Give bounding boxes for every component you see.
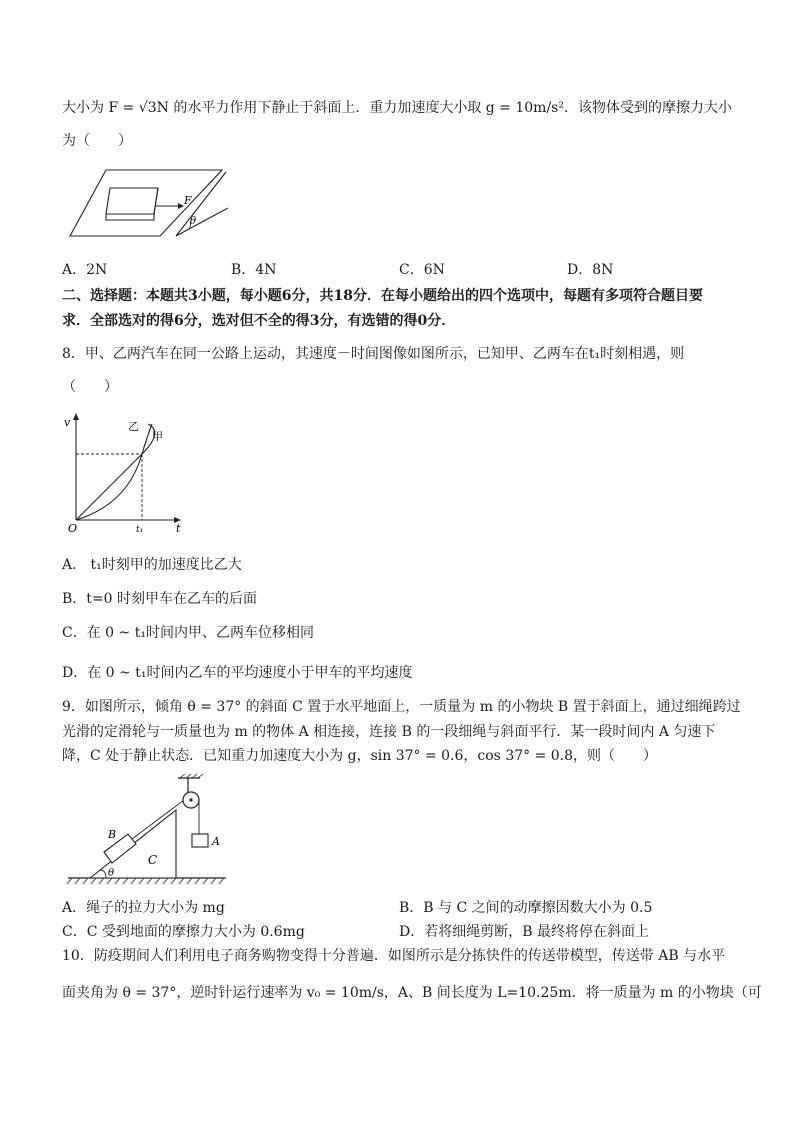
q9-option-a: A．绳子的拉力大小为 mg (62, 900, 225, 916)
q9-option-b: B．B 与 C 之间的动摩擦因数大小为 0.5 (399, 900, 653, 916)
t1-tick-label: t₁ (136, 525, 144, 535)
curve-jia-label: 甲 (152, 430, 163, 443)
q7-text-line-2: 为（ ） (62, 133, 132, 149)
velocity-time-graph (62, 412, 188, 536)
label-theta: θ (108, 868, 115, 879)
incline-pulley-figure (66, 774, 230, 886)
q7-text-line-1: 大小为 F = √3N 的水平力作用下静止于斜面上．重力加速度大小取 g = 10m/s²．该物体受到的摩擦力大小 (62, 100, 732, 116)
label-b: B (108, 828, 117, 841)
q9-option-d: D．若将细绳剪断，B 最终将停在斜面上 (399, 924, 649, 940)
incline-surface (176, 208, 228, 236)
q8-text-line-1: 8．甲、乙两汽车在同一公路上运动，其速度－时间图像如图所示，已知甲、乙两车在t₁时刻相遇，则 (62, 346, 685, 362)
label-a: A (212, 835, 220, 848)
label-c: C (148, 853, 158, 867)
force-label: F (184, 194, 192, 207)
q8-option-b: B．t=0 时刻甲车在乙车的后面 (62, 591, 258, 607)
q9-text-line-2: 光滑的定滑轮与一质量也为 m 的物体 A 相连接，连接 B 的一段细绳与斜面平行．某一段时间内 A 匀速下 (62, 724, 716, 740)
q8-option-d: D．在 0 ~ t₁时间内乙车的平均速度小于甲车的平均速度 (62, 665, 413, 681)
curve-jia (76, 424, 152, 520)
q9-text-line-3: 降，C 处于静止状态．已知重力加速度大小为 g，sin 37° = 0.6，cos 37° = 0.8，则（ ） (62, 748, 658, 764)
origin-label: O (68, 522, 78, 535)
block-top (106, 188, 158, 214)
q9-option-c: C．C 受到地面的摩擦力大小为 0.6mg (62, 924, 305, 940)
q7-option-c: C．6N (399, 262, 445, 278)
q7-option-a: A．2N (62, 262, 108, 278)
block-side (106, 214, 154, 220)
t-axis-label: t (176, 522, 181, 535)
v-axis-arrow (73, 413, 79, 420)
pulley-axle (189, 798, 192, 801)
q7-option-d: D．8N (567, 262, 614, 278)
section2-heading-line-1: 二、选择题：本题共3小题，每小题6分，共18分．在每小题给出的四个选项中，每题有多项符合题目要 (62, 288, 703, 304)
block-a (192, 834, 208, 847)
section2-heading-line-2: 求．全部选对的得6分，选对但不全的得3分，有选错的得0分． (62, 313, 456, 329)
ground-hatching (67, 878, 224, 884)
q8-option-c: C．在 0 ~ t₁时间内甲、乙两车位移相同 (62, 625, 314, 641)
q8-text-line-2: （ ） (62, 379, 118, 395)
q10-text-line-2: 面夹角为 θ = 37°，逆时针运行速率为 v₀ = 10m/s，A、B 间长度为 L=10.25m．将一质量为 m 的小物块（可 (62, 985, 762, 1001)
angle-label: θ (190, 216, 197, 227)
v-axis-label: v (64, 416, 71, 429)
incline-block-figure (66, 166, 236, 242)
q10-text-line-1: 10．防疫期间人们利用电子商务购物变得十分普遍．如图所示是分拣快件的传送带模型，传送带 AB 与水平 (62, 948, 726, 964)
q9-text-line-1: 9．如图所示，倾角 θ = 37° 的斜面 C 置于水平地面上，一质量为 m 的小物块 B 置于斜面上，通过细绳跨过 (62, 699, 741, 715)
q7-option-b: B．4N (231, 262, 277, 278)
curve-yi-label: 乙 (128, 420, 139, 433)
curve-yi (76, 424, 155, 520)
q8-option-a: A． t₁时刻甲的加速度比乙大 (62, 557, 242, 573)
